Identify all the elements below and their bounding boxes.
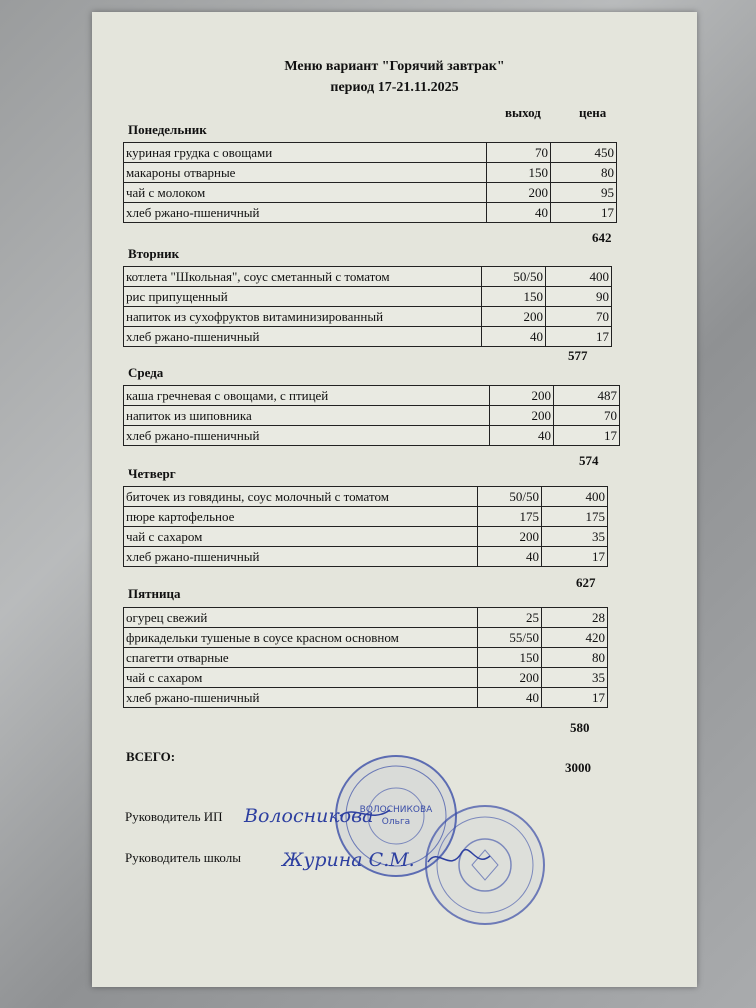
day-label-thursday: Четверг — [128, 466, 176, 481]
menu-sheet — [92, 12, 697, 987]
menu-table-thursday — [123, 486, 608, 567]
item-price: 175 — [542, 507, 608, 527]
item-price: 80 — [551, 163, 617, 183]
menu-table-friday — [123, 607, 608, 708]
day-label-friday: Пятница — [128, 586, 181, 601]
document-title: Меню вариант "Горячий завтрак" — [284, 59, 505, 74]
item-price: 35 — [542, 527, 608, 547]
item-price: 400 — [546, 267, 612, 287]
item-output: 40 — [487, 203, 551, 223]
item-name: куриная грудка с овощами — [124, 143, 487, 163]
day-label-tuesday: Вторник — [128, 246, 180, 261]
item-output: 50/50 — [482, 267, 546, 287]
day-total-friday: 580 — [570, 720, 590, 735]
item-price: 420 — [542, 628, 608, 648]
item-price: 487 — [554, 386, 620, 406]
item-name: биточек из говядины, соус молочный с томатом — [124, 487, 478, 507]
day-total-thursday: 627 — [576, 575, 596, 590]
item-name: котлета "Школьная", соус сметанный с томатом — [124, 267, 482, 287]
day-total-monday: 642 — [592, 230, 612, 245]
menu-table-tuesday — [123, 266, 612, 347]
item-name: каша гречневая с овощами, с птицей — [124, 386, 490, 406]
column-header-price: цена — [579, 105, 607, 120]
item-price: 35 — [542, 668, 608, 688]
item-price: 70 — [554, 406, 620, 426]
table-row — [124, 287, 612, 307]
item-price: 90 — [546, 287, 612, 307]
day-label-monday: Понедельник — [128, 122, 207, 137]
item-name: рис припущенный — [124, 287, 482, 307]
item-output: 200 — [482, 307, 546, 327]
school-head-label: Руководитель школы — [125, 850, 241, 865]
item-price: 70 — [546, 307, 612, 327]
item-price: 80 — [542, 648, 608, 668]
item-price: 17 — [554, 426, 620, 446]
table-row — [124, 608, 608, 628]
table-row — [124, 163, 617, 183]
item-output: 200 — [478, 668, 542, 688]
item-price: 17 — [542, 688, 608, 708]
day-total-tuesday: 577 — [568, 348, 588, 363]
item-price: 28 — [542, 608, 608, 628]
item-price: 17 — [551, 203, 617, 223]
table-row — [124, 143, 617, 163]
item-name: пюре картофельное — [124, 507, 478, 527]
table-row — [124, 307, 612, 327]
item-name: макароны отварные — [124, 163, 487, 183]
item-output: 40 — [490, 426, 554, 446]
grand-total-value: 3000 — [565, 760, 591, 775]
table-row — [124, 406, 620, 426]
item-output: 25 — [478, 608, 542, 628]
column-header-output: выход — [505, 105, 541, 120]
menu-table-wednesday — [123, 385, 620, 446]
item-name: чай с сахаром — [124, 527, 478, 547]
item-price: 17 — [542, 547, 608, 567]
item-output: 55/50 — [478, 628, 542, 648]
table-row — [124, 688, 608, 708]
table-row — [124, 327, 612, 347]
item-output: 150 — [478, 648, 542, 668]
school-signature-graphic — [278, 838, 508, 878]
item-output: 40 — [478, 688, 542, 708]
item-name: чай с сахаром — [124, 668, 478, 688]
stamp-name-line-2: Ольга — [381, 817, 411, 827]
item-output: 150 — [482, 287, 546, 307]
item-name: хлеб ржано-пшеничный — [124, 426, 490, 446]
item-name: хлеб ржано-пшеничный — [124, 327, 482, 347]
item-name: хлеб ржано-пшеничный — [124, 203, 487, 223]
item-output: 200 — [487, 183, 551, 203]
item-price: 17 — [546, 327, 612, 347]
table-row — [124, 203, 617, 223]
day-total-wednesday: 574 — [579, 453, 599, 468]
item-output: 200 — [490, 406, 554, 426]
table-row — [124, 648, 608, 668]
grand-total-label: ВСЕГО: — [126, 749, 176, 764]
school-signature-text: Журина С.М. — [282, 849, 415, 871]
item-output: 200 — [490, 386, 554, 406]
item-price: 400 — [542, 487, 608, 507]
item-price: 450 — [551, 143, 617, 163]
table-row — [124, 386, 620, 406]
item-output: 175 — [478, 507, 542, 527]
table-row — [124, 183, 617, 203]
item-name: хлеб ржано-пшеничный — [124, 547, 478, 567]
table-row — [124, 267, 612, 287]
item-price: 95 — [551, 183, 617, 203]
table-row — [124, 507, 608, 527]
ip-signature-graphic — [240, 794, 410, 834]
item-output: 200 — [478, 527, 542, 547]
item-name: чай с молоком — [124, 183, 487, 203]
table-row — [124, 547, 608, 567]
table-row — [124, 668, 608, 688]
item-output: 70 — [487, 143, 551, 163]
table-row — [124, 426, 620, 446]
item-output: 40 — [478, 547, 542, 567]
item-name: огурец свежий — [124, 608, 478, 628]
table-row — [124, 628, 608, 648]
table-row — [124, 487, 608, 507]
item-name: спагетти отварные — [124, 648, 478, 668]
ip-head-label: Руководитель ИП — [125, 809, 223, 824]
item-name: напиток из шиповника — [124, 406, 490, 426]
item-name: фрикадельки тушеные в соусе красном основном — [124, 628, 478, 648]
document-period: период 17-21.11.2025 — [330, 80, 459, 95]
ip-signature-text: Волосникова — [244, 805, 374, 827]
item-name: хлеб ржано-пшеничный — [124, 688, 478, 708]
item-name: напиток из сухофруктов витаминизированный — [124, 307, 482, 327]
table-row — [124, 527, 608, 547]
day-label-wednesday: Среда — [128, 365, 164, 380]
menu-table-monday — [123, 142, 617, 223]
item-output: 50/50 — [478, 487, 542, 507]
item-output: 40 — [482, 327, 546, 347]
stamp-name-line-1: ВОЛОСНИКОВА — [359, 805, 433, 815]
item-output: 150 — [487, 163, 551, 183]
